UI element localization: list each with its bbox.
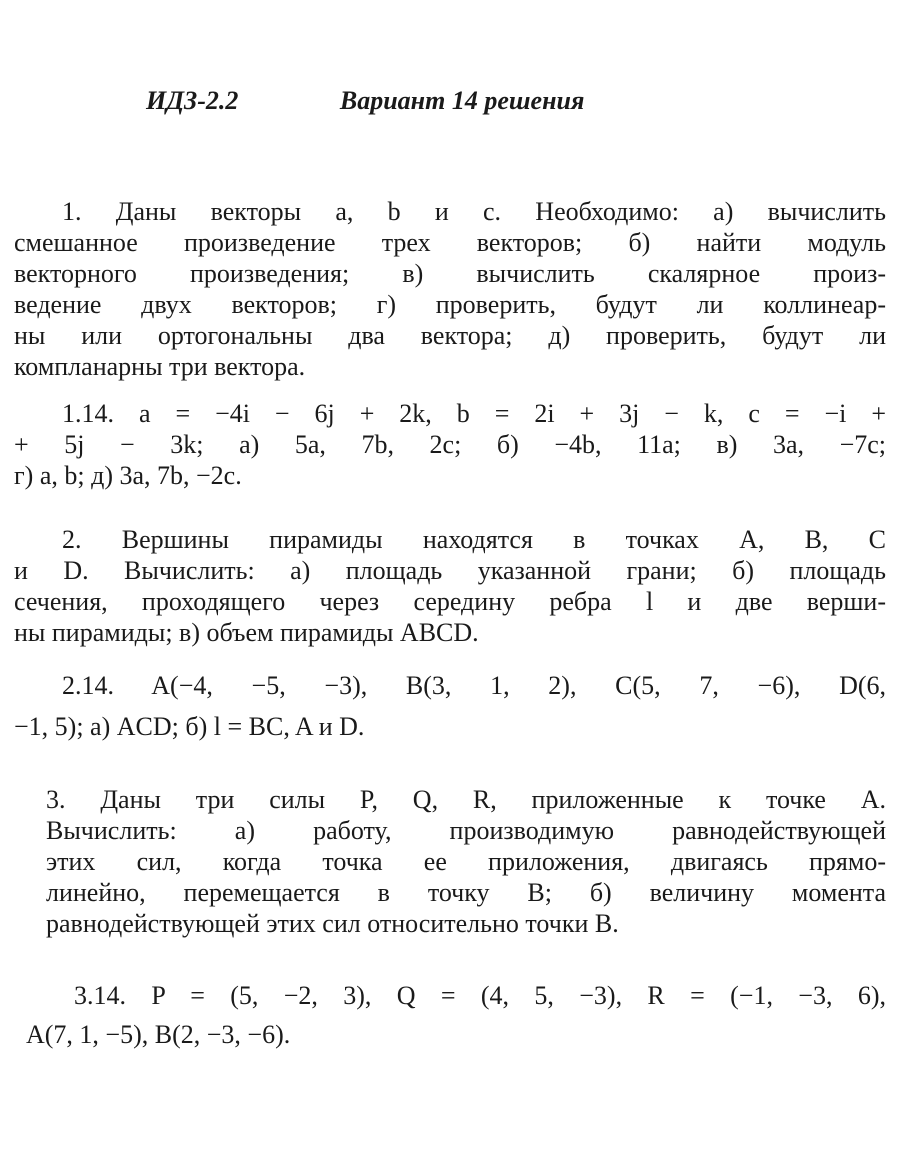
data-3-line: A(7, 1, −5), B(2, −3, −6). bbox=[26, 1020, 291, 1049]
data-2-line: −1, 5); а) ACD; б) l = BC, A и D. bbox=[14, 712, 365, 741]
variant-3-data bbox=[14, 980, 886, 1050]
task-3-line: Вычислить: а) работу, производимую равнодействующей bbox=[46, 816, 886, 845]
task-2-line: 2. Вершины пирамиды находятся в точках A, B, C bbox=[62, 525, 886, 554]
data-3-line: 3.14. P = (5, −2, 3), Q = (4, 5, −3), R = (−1, −3, 6), bbox=[74, 981, 886, 1010]
document-header bbox=[146, 86, 584, 116]
data-1-line: г) a, b; д) 3a, 7b, −2c. bbox=[14, 461, 242, 490]
task-1-line: ны или ортогональны два вектора; д) проверить, будут ли bbox=[14, 321, 886, 350]
doc-title: ИДЗ-2.2 bbox=[146, 86, 239, 115]
task-1-line: ведение двух векторов; г) проверить, будут ли коллинеар- bbox=[14, 290, 886, 319]
task-3-line: 3. Даны три силы P, Q, R, приложенные к точке A. bbox=[46, 785, 886, 814]
task-1-line: смешанное произведение трех векторов; б) найти модуль bbox=[14, 228, 886, 257]
task-2-line: и D. Вычислить: а) площадь указанной грани; б) площадь bbox=[14, 556, 886, 585]
task-1-line: векторного произведения; в) вычислить скалярное произ- bbox=[14, 259, 886, 288]
variant-2-data bbox=[14, 670, 886, 742]
task-2-line: сечения, проходящего через середину ребра l и две верши- bbox=[14, 587, 886, 616]
task-3-line: линейно, перемещается в точку B; б) величину момента bbox=[46, 878, 886, 907]
variant-label: Вариант 14 решения bbox=[339, 86, 585, 115]
task-2-line: ны пирамиды; в) объем пирамиды ABCD. bbox=[14, 618, 479, 647]
data-2-line: 2.14. A(−4, −5, −3), B(3, 1, 2), C(5, 7, −6), D(6, bbox=[62, 671, 886, 700]
data-1-line: + 5j − 3k; а) 5a, 7b, 2c; б) −4b, 11a; в) 3a, −7c; bbox=[14, 430, 886, 459]
task-3-line: этих сил, когда точка ее приложения, двигаясь прямо- bbox=[46, 847, 886, 876]
data-1-line: 1.14. a = −4i − 6j + 2k, b = 2i + 3j − k, c = −i + bbox=[62, 399, 886, 428]
task-3-line: равнодействующей этих сил относительно точки B. bbox=[46, 909, 619, 938]
task-1-statement bbox=[14, 196, 886, 382]
task-3-statement bbox=[14, 784, 886, 939]
variant-1-data bbox=[14, 398, 886, 491]
task-1-line: компланарны три вектора. bbox=[14, 352, 306, 381]
task-2-statement bbox=[14, 524, 886, 648]
task-1-line: 1. Даны векторы a, b и c. Необходимо: а) вычислить bbox=[62, 197, 886, 226]
